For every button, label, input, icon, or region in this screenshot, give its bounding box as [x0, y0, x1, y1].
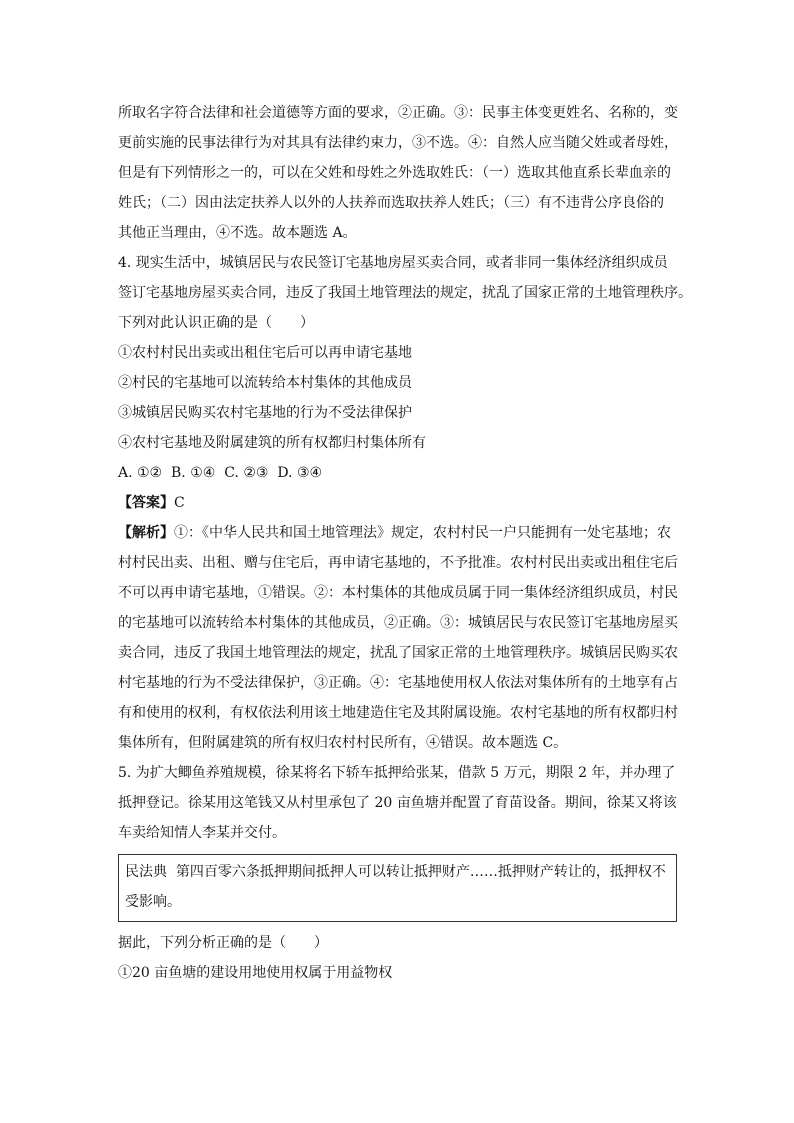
- question-stem-line: 下列对此认识正确的是（ ）: [118, 315, 314, 331]
- analysis-line: [118, 518, 678, 548]
- answer-value: C: [174, 495, 185, 511]
- analysis-text: ①：《中华人民共和国土地管理法》规定，农村村民一户只能拥有一处宅基地；农: [174, 525, 671, 541]
- analysis-line: 不可以再申请宅基地，①错误。②：本村集体的其他成员属于同一集体经济组织成员，村民: [118, 585, 678, 601]
- analysis-line: 卖合同，违反了我国土地管理法的规定，扰乱了国家正常的土地管理秩序。城镇居民购买农: [118, 645, 678, 661]
- quote-line: 受影响。: [125, 894, 181, 910]
- analysis-line: 村村民出卖、出租、赠与住宅后，再申请宅基地的，不予批准。农村村民出卖或出租住宅后: [118, 555, 678, 571]
- text-line: 其他正当理由，④不选。故本题选 A。: [118, 225, 357, 241]
- option-2: ②村民的宅基地可以流转给本村集体的其他成员: [118, 375, 412, 391]
- question-prompt: 据此，下列分析正确的是（ ）: [118, 935, 328, 951]
- question-stem-line: 抵押登记。徐某用这笔钱又从村里承包了 20 亩鱼塘并配置了育苗设备。期间，徐某又将该: [118, 795, 677, 811]
- text-line: 但是有下列情形之一的，可以在父姓和母姓之外选取姓氏：（一）选取其他直系长辈血亲的: [118, 165, 671, 181]
- text-line: 更前实施的民事法律行为对其具有法律约束力，③不选。④：自然人应当随父姓或者母姓，: [118, 135, 678, 151]
- answer-label: 【答案】: [118, 495, 174, 511]
- question-stem-line: 4. 现实生活中，城镇居民与农民签订宅基地房屋买卖合同，或者非同一集体经济组织成员: [118, 255, 668, 271]
- analysis-line: 的宅基地可以流转给本村集体的其他成员，②正确。③：城镇居民与农民签订宅基地房屋买: [118, 615, 678, 631]
- option-1: ①农村村民出卖或出租住宅后可以再申请宅基地: [118, 345, 412, 361]
- answer-choices: A. ①② B. ①④ C. ②③ D. ③④: [118, 465, 323, 481]
- question-4: [118, 248, 692, 758]
- question-stem-line: 5. 为扩大鲫鱼养殖规模，徐某将名下轿车抵押给张某，借款 5 万元，期限 2 年，并办理了: [118, 765, 676, 781]
- option-1: ①20 亩鱼塘的建设用地使用权属于用益物权: [118, 965, 393, 981]
- question-stem-line: 车卖给知情人李某并交付。: [118, 825, 286, 841]
- question-5: [118, 758, 678, 988]
- analysis-line: 有和使用的权利，有权依法利用该土地建造住宅及其附属设施。农村宅基地的所有权都归村: [118, 705, 678, 721]
- legal-quote-box: [118, 854, 677, 922]
- quote-line: 民法典 第四百零六条抵押期间抵押人可以转让抵押财产……抵押财产转让的，抵押权不: [125, 864, 666, 880]
- question-stem-line: 签订宅基地房屋买卖合同，违反了我国土地管理法的规定，扰乱了国家正常的土地管理秩序。: [118, 285, 692, 301]
- analysis-label: 【解析】: [118, 525, 174, 541]
- previous-analysis-continuation: [118, 98, 678, 248]
- answer-line: [118, 488, 678, 518]
- option-4: ④农村宅基地及附属建筑的所有权都归村集体所有: [118, 435, 426, 451]
- option-3: ③城镇居民购买农村宅基地的行为不受法律保护: [118, 405, 412, 421]
- analysis-line: 集体所有，但附属建筑的所有权归农村村民所有，④错误。故本题选 C。: [118, 735, 568, 751]
- analysis-line: 村宅基地的行为不受法律保护，③正确。④：宅基地使用权人依法对集体所有的土地享有占: [118, 675, 678, 691]
- text-line: 所取名字符合法律和社会道德等方面的要求，②正确。③：民事主体变更姓名、名称的，变: [118, 105, 678, 121]
- document-page: [118, 98, 692, 988]
- text-line: 姓氏；（二）因由法定扶养人以外的人扶养而选取扶养人姓氏；（三）有不违背公序良俗的: [118, 195, 664, 211]
